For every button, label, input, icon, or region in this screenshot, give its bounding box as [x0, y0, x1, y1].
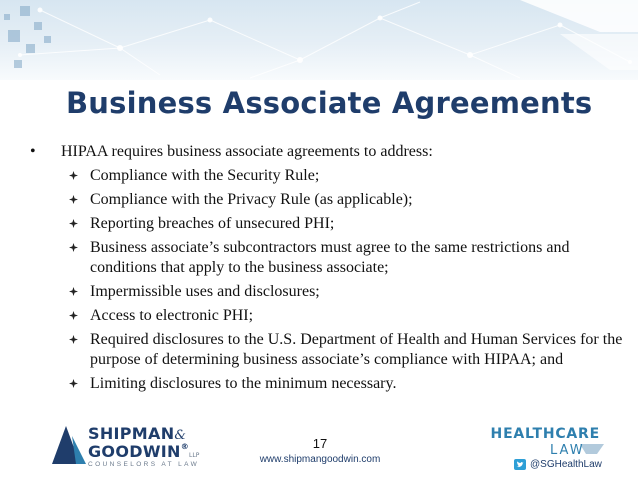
main-bullet-marker: • — [30, 143, 36, 160]
sub-bullet-item — [65, 214, 625, 234]
sub-bullet-text: Required disclosures to the U.S. Department of Health and Human Services for the purpose of determining business associate’s compliance with HIPAA; and — [90, 331, 623, 368]
sub-bullet-item — [65, 190, 625, 210]
diamond-bullet-icon — [69, 287, 78, 296]
twitter-handle-row[interactable] — [514, 458, 602, 471]
sub-bullet-item — [65, 282, 625, 302]
sub-bullet-text: Business associate’s subcontractors must agree to the same restrictions and conditions that apply to the business associate; — [90, 239, 570, 276]
logo-tagline: COUNSELORS AT LAW — [88, 461, 200, 468]
sub-bullet-text: Compliance with the Privacy Rule (as applicable); — [90, 191, 413, 208]
twitter-handle[interactable]: @SGHealthLaw — [530, 459, 602, 470]
slide-title: Business Associate Agreements — [66, 86, 593, 120]
diamond-bullet-icon — [69, 219, 78, 228]
sub-bullet-text: Limiting disclosures to the minimum necessary. — [90, 375, 397, 392]
diamond-bullet-icon — [69, 243, 78, 252]
page-number: 17 — [312, 436, 328, 451]
website-link[interactable]: www.shipmangoodwin.com — [259, 454, 381, 465]
healthcare-logo-line2: LAW — [550, 443, 585, 458]
sub-bullet-item — [65, 330, 625, 370]
sub-bullet-text: Access to electronic PHI; — [90, 307, 254, 324]
header-banner — [0, 0, 638, 80]
sub-bullet-text: Impermissible uses and disclosures; — [90, 283, 320, 300]
network-pattern-graphic — [0, 0, 638, 80]
triangle-logo-icon — [52, 426, 86, 464]
registered-mark: ® — [180, 442, 190, 451]
sub-bullet-item — [65, 166, 625, 186]
diamond-bullet-icon — [69, 379, 78, 388]
main-bullet-text: HIPAA requires business associate agreements to address: — [61, 143, 433, 160]
healthcare-law-logo — [490, 422, 618, 474]
sub-bullet-item — [65, 306, 625, 326]
twitter-icon — [514, 459, 526, 470]
shipman-goodwin-logo — [52, 423, 242, 471]
logo-ampersand: & — [174, 428, 187, 443]
sub-bullet-item — [65, 238, 625, 278]
diamond-bullet-icon — [69, 171, 78, 180]
logo-llp: LLP — [189, 452, 200, 459]
sub-bullet-item — [65, 374, 625, 394]
logo-name-line2: GOODWIN — [88, 442, 181, 461]
sub-bullet-text: Compliance with the Security Rule; — [90, 167, 320, 184]
diamond-bullet-icon — [69, 311, 78, 320]
healthcare-logo-line1: HEALTHCARE — [490, 426, 600, 442]
diamond-bullet-icon — [69, 195, 78, 204]
sub-bullet-list — [65, 166, 625, 398]
diamond-bullet-icon — [69, 335, 78, 344]
logo-name-line1: SHIPMAN — [88, 424, 175, 443]
sub-bullet-text: Reporting breaches of unsecured PHI; — [90, 215, 335, 232]
